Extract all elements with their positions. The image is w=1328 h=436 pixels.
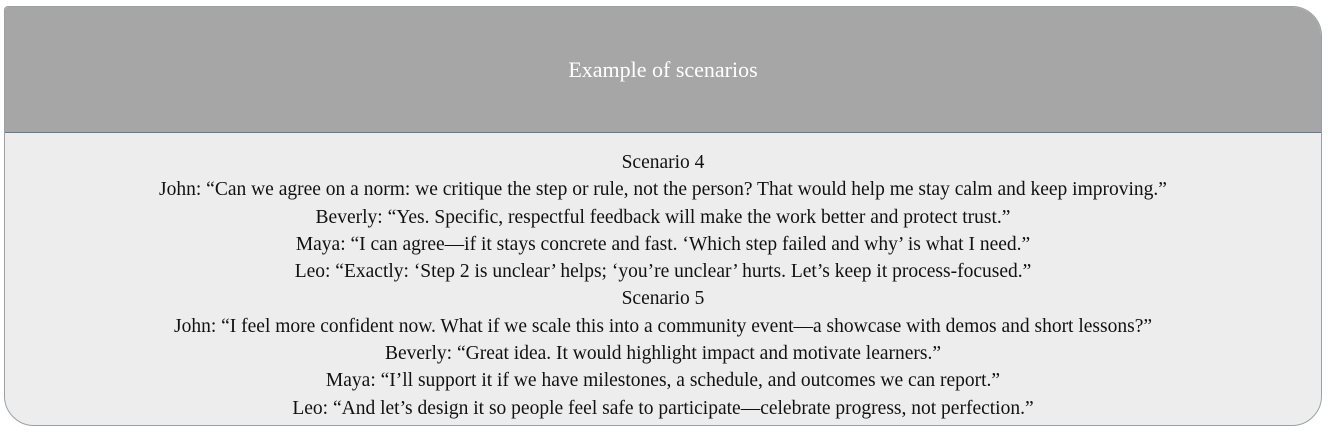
dialogue-line: Beverly: “Great idea. It would highlight impact and motivate learners.”	[384, 343, 942, 365]
dialogue-line: Maya: “I can agree—if it stays concrete and fast. ‘Which step failed and why’ is what I need.”	[295, 233, 1031, 255]
scenario-heading: Scenario 5	[621, 288, 705, 310]
dialogue-line: Beverly: “Yes. Specific, respectful feedback will make the work better and protect trust.”	[315, 206, 1011, 228]
card-title: Example of scenarios	[568, 56, 758, 82]
scenarios-card	[4, 6, 1322, 426]
dialogue-line: Maya: “I’ll support it if we have milestones, a schedule, and outcomes we can report.”	[325, 370, 1001, 392]
dialogue-line: Leo: “And let’s design it so people feel safe to participate—celebrate progress, not perfection.”	[292, 397, 1034, 419]
scenario-heading: Scenario 4	[621, 152, 705, 173]
dialogue-line: Leo: “Exactly: ‘Step 2 is unclear’ helps; ‘you’re unclear’ hurts. Let’s keep it process-focused.”	[294, 261, 1032, 283]
card-body	[5, 133, 1321, 422]
dialogue-line: John: “Can we agree on a norm: we critique the step or rule, not the person? That would help me stay calm and keep improving.”	[159, 179, 1167, 201]
dialogue-line: John: “I feel more confident now. What if we scale this into a community event—a showcase with demos and short lessons?”	[174, 315, 1152, 337]
card-header	[5, 7, 1321, 133]
